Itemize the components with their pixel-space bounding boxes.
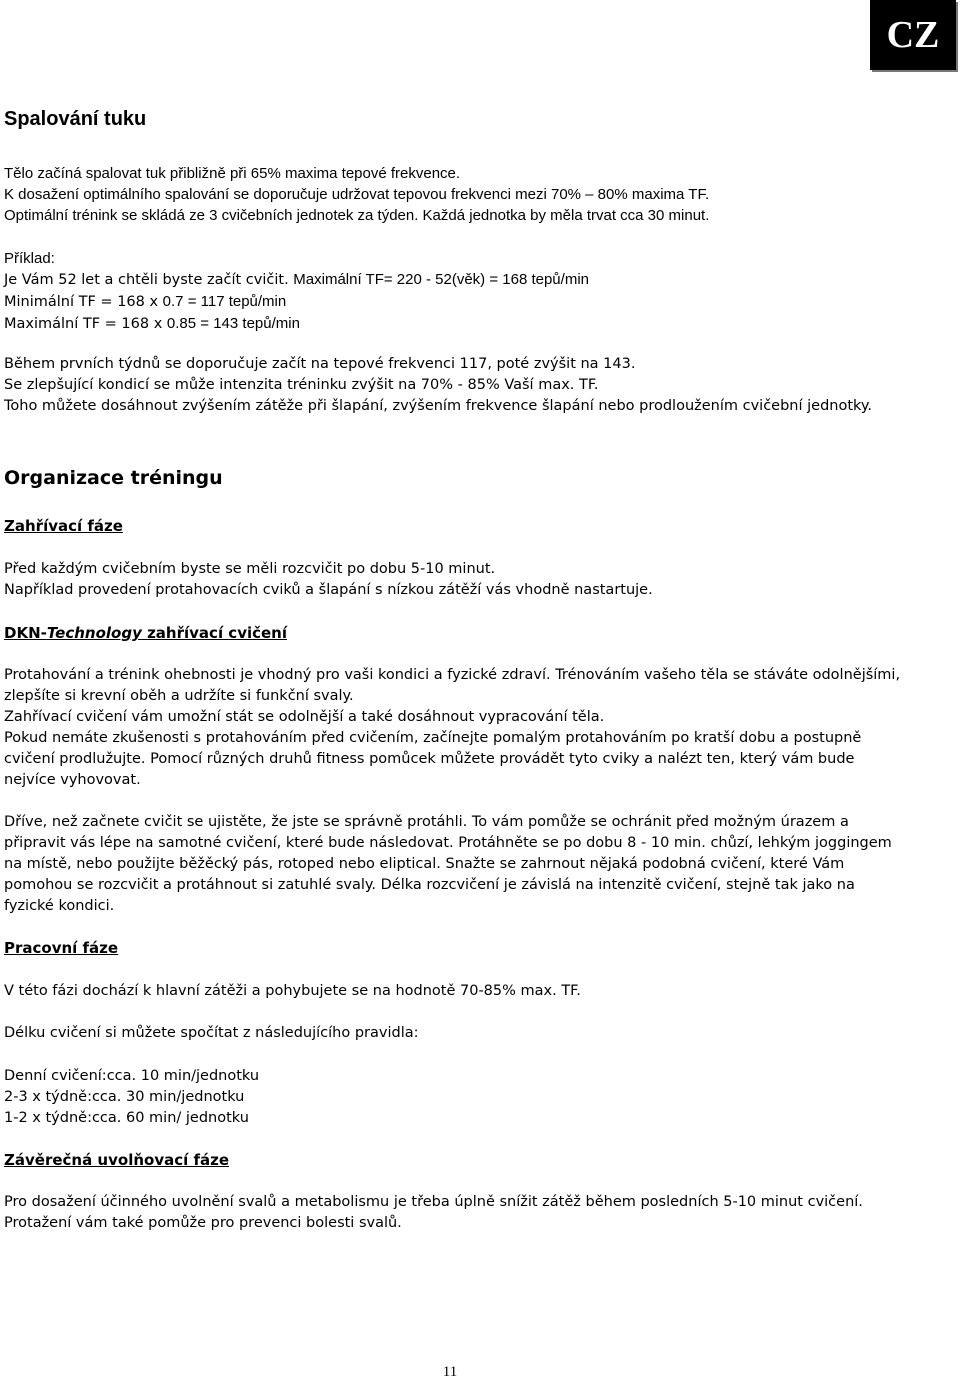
schedule-value: cca. 30 min/jednotku [91, 1089, 245, 1105]
fat-line-1: Tělo začíná spalovat tuk přibližně při 65% maxima tepové frekvence. [4, 165, 461, 182]
dkn-paragraph-3: Pokud nemáte zkušenosti s protahováním před cvičením, začínejte pomalým protahováním po kratší dobu a postupně cvičení prodlužujte. Pomocí různých druhů fitness pomůcek můžete provádět tyto cviky a nalézt ten, který vám bude nejvíce vyhovovat. [4, 730, 862, 788]
schedule-key: 2-3 x týdně: [4, 1089, 92, 1105]
work-line-2: Délku cvičení si můžete spočítat z následujícího pravidla: [4, 1025, 419, 1041]
dkn-paragraph-2: Zahřívací cvičení vám umožní stát se odolnější a také dosáhnout vypracování těla. [4, 709, 605, 725]
advice-line-3: Toho můžete dosáhnout zvýšením zátěže při šlapání, zvýšením frekvence šlapání nebo prodloužením cvičební jednotky. [4, 398, 873, 414]
schedule-key: 1-2 x týdně: [4, 1110, 92, 1126]
cooldown-paragraph-2: Protažení vám také pomůže pro prevenci bolesti svalů. [4, 1215, 402, 1231]
warmup-text [4, 559, 954, 601]
schedule-key: Denní cvičení: [4, 1068, 107, 1084]
schedule-value: cca. 60 min/ jednotku [91, 1110, 249, 1126]
max-hr-value: 0.85 = 143 tepů/min [166, 315, 300, 332]
language-badge: CZ [870, 0, 956, 70]
work-schedule [4, 1066, 954, 1129]
dkn-heading [4, 623, 954, 644]
advice-line-1: Během prvních týdnů se doporučuje začít na tepové frekvenci 117, poté zvýšit na 143. [4, 356, 636, 372]
dkn-heading-prefix: DKN- [4, 624, 47, 642]
dkn-heading-suffix: zahřívací cvičení [141, 624, 288, 642]
warmup-line-2: Například provedení protahovacích cviků a šlapání s nízkou zátěží vás vhodně nastartuje. [4, 582, 653, 598]
example-max-formula: Maximální TF= 220 - 52(věk) = 168 tepů/min [293, 271, 589, 288]
min-hr-value: 0.7 = 117 tepů/min [162, 293, 287, 310]
schedule-row [4, 1087, 954, 1108]
section-title-fat-burning: Spalování tuku [4, 108, 147, 130]
fat-advice [4, 354, 954, 417]
schedule-value: cca. 10 min/jednotku [106, 1068, 260, 1084]
max-hr-label: Maximální TF = 168 x [4, 316, 167, 332]
fat-intro [4, 163, 954, 226]
warmup-heading: Zahřívací fáze [4, 517, 123, 535]
min-hr-label: Minimální TF = 168 x [4, 294, 163, 310]
example-age: Je Vám 52 let a chtěli byste začít cvičit. [4, 272, 294, 288]
schedule-row [4, 1066, 954, 1087]
section-title-organization: Organizace tréningu [4, 467, 223, 489]
example-label: Příklad: [4, 250, 55, 267]
warmup-line-1: Před každým cvičebním byste se měli rozcvičit po dobu 5-10 minut. [4, 561, 496, 577]
cooldown-heading: Závěrečná uvolňovací fáze [4, 1151, 230, 1169]
dkn-paragraph-4: Dříve, než začnete cvičit se ujistěte, že jste se správně protáhli. To vám pomůže se ochránit před možným úrazem a připravit vás lépe na samotné cvičení, které bude následovat. Protáhněte se po dobu 8 - 10 min. chůzí, lehkým joggingem na místě, nebo použijte běžěcký pás, rotoped nebo eliptical. Snažte se zahrnout nějaká podobná cvičení, které Vám pomohou se rozcvičit a protáhnout si zatuhlé svaly. Délka rozcvičení je závislá na intenzitě cvičení, stejně tak jako na fyzické kondici. [4, 814, 892, 914]
fat-example [4, 248, 954, 335]
work-heading: Pracovní fáze [4, 939, 119, 957]
fat-line-2: K dosažení optimálního spalování se doporučuje udržovat tepovou frekvenci mezi 70% – 80% maxima TF. [4, 186, 710, 203]
work-line-1: V této fázi dochází k hlavní zátěži a pohybujete se na hodnotě 70-85% max. TF. [4, 983, 581, 999]
dkn-paragraph-1: Protahování a trénink ohebnosti je vhodný pro vaši kondici a fyzické zdraví. Trénováním vašeho těla se stáváte odolnějšími, zlepšíte si krevní oběh a udržíte si funkční svaly. [4, 667, 901, 704]
cooldown-paragraph-1: Pro dosažení účinného uvolnění svalů a metabolismu je třeba úplně snížit zátěž během posledních 5-10 minut cvičení. [4, 1194, 863, 1210]
page-number: 11 [442, 1364, 458, 1380]
dkn-heading-brand: Technology [46, 624, 142, 642]
dkn-text [4, 665, 904, 791]
schedule-row [4, 1108, 954, 1129]
fat-line-3: Optimální trénink se skládá ze 3 cvičebních jednotek za týden. Každá jednotka by měla trvat cca 30 minut. [4, 207, 710, 224]
cooldown-text [4, 1192, 884, 1234]
advice-line-2: Se zlepšující kondicí se může intenzita tréninku zvýšit na 70% - 85% Vaší max. TF. [4, 377, 599, 393]
